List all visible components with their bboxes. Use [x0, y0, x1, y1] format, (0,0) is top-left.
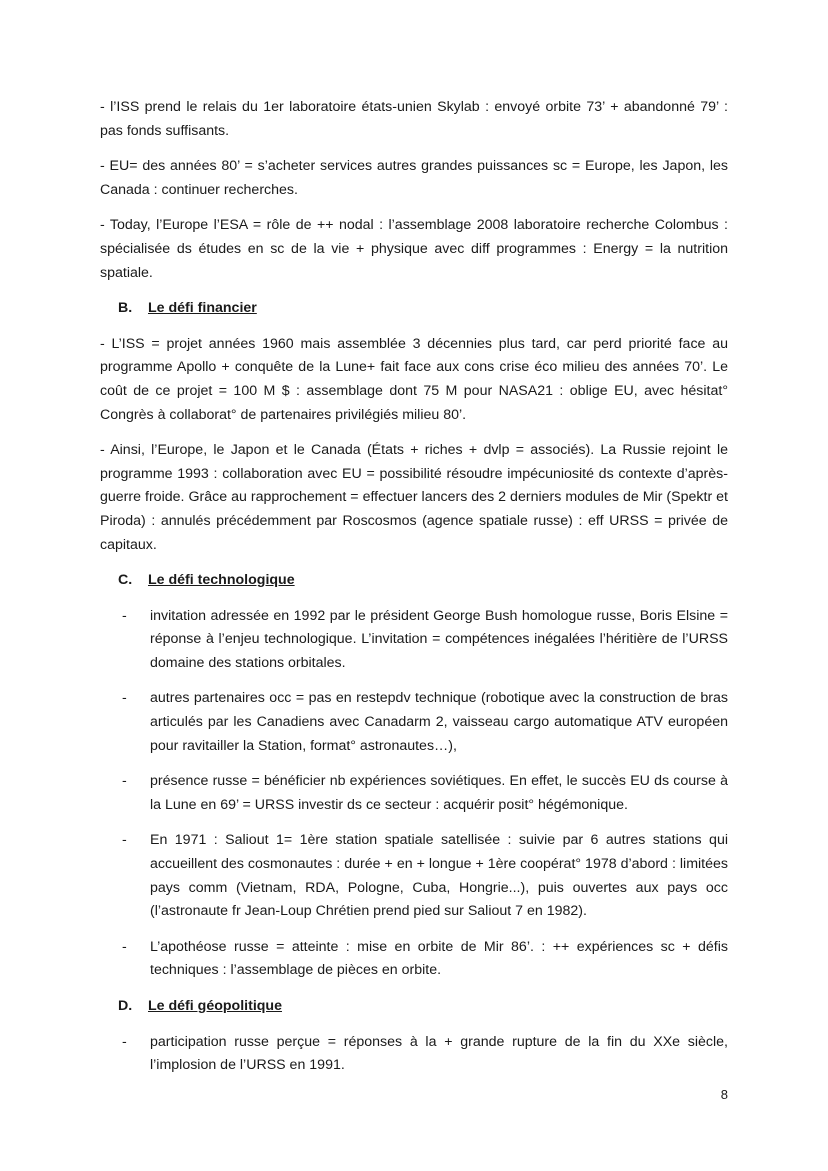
list-item-text: autres partenaires occ = pas en restepdv technique (robotique avec la construction de bras articulés par les Canadiens avec Canadarm 2, vaisseau cargo automatique ATV européen pour ravitailler la Station, format° astronautes…), — [150, 690, 728, 754]
list-item — [100, 829, 728, 923]
section-d-heading — [100, 995, 728, 1019]
intro-paragraph-skylab: - l’ISS prend le relais du 1er laboratoire états-unien Skylab : envoyé orbite 73’ + abandonné 79’ : pas fonds suffisants. — [100, 99, 728, 139]
list-item-text: participation russe perçue = réponses à la + grande rupture de la fin du XXe siècle, l’implosion de l’URSS en 1991. — [150, 1033, 728, 1074]
section-c-heading — [100, 569, 728, 593]
bullet-marker: - — [122, 773, 127, 790]
section-b-paragraph-1: - L’ISS = projet années 1960 mais assemblée 3 décennies plus tard, car perd priorité face au programme Apollo + conquête de la Lune+ fait face aux cons crise éco milieu des années 70’. Le coût de ce projet = 100 M $ : assemblage dont 75 M pour NASA21 : oblige EU, avec hésitat° Congrès à collaborat° de partenaires privilégiés milieu 80’. — [100, 335, 728, 423]
list-item — [100, 605, 728, 676]
intro-paragraph-esa: - Today, l’Europe l’ESA = rôle de ++ nodal : l’assemblage 2008 laboratoire recherche Colombus : spécialisée ds études en sc de la vie + physique avec diff programmes : Energy = la nutrition spatiale. — [100, 217, 728, 281]
section-d-bullet-list — [100, 1031, 728, 1078]
section-d-letter: D. — [118, 998, 133, 1014]
section-b-heading — [100, 297, 728, 321]
bullet-marker: - — [122, 1033, 127, 1050]
list-item-text: En 1971 : Saliout 1= 1ère station spatiale satellisée : suivie par 6 autres stations qui accueillent des cosmonautes : durée + en + longue + 1ère coopérat° 1978 d’abord : limitées pays comm (Vietnam, RDA, Pologne, Cuba, Hongrie...), puis ouvertes aux pays occ (l’astronaute fr Jean-Loup Chrétien prend pied sur Saliout 7 en 1982). — [150, 832, 728, 920]
bullet-marker: - — [122, 832, 127, 849]
bullet-marker: - — [122, 690, 127, 707]
section-b-paragraph-2: - Ainsi, l’Europe, le Japon et le Canada (États + riches + dvlp = associés). La Russie rejoint le programme 1993 : collaboration avec EU = possibilité résoudre impécuniosité ds contexte d’après-guerre froide. Grâce au rapprochement = effectuer lancers des 2 derniers modules de Mir (Spektr et Piroda) : annulés précédemment par Roscosmos (agence spatiale russe) : eff URSS = privée de capitaux. — [100, 442, 728, 553]
list-item — [100, 936, 728, 983]
list-item — [100, 770, 728, 817]
list-item-text: L’apothéose russe = atteinte : mise en orbite de Mir 86’. : ++ expériences sc + défis techniques : l’assemblage de pièces en orbite. — [150, 938, 728, 979]
list-item-text: présence russe = bénéficier nb expériences soviétiques. En effet, le succès EU ds course à la Lune en 69’ = URSS investir ds ce secteur : acquérir posit° hégémonique. — [150, 773, 728, 813]
section-d-title: Le défi géopolitique — [148, 998, 282, 1014]
list-item — [100, 1031, 728, 1078]
section-c-letter: C. — [118, 572, 133, 589]
page-content — [100, 96, 728, 1090]
bullet-marker: - — [122, 607, 127, 624]
page-number: 8 — [720, 1087, 728, 1102]
bullet-marker: - — [122, 938, 127, 955]
list-item-text: invitation adressée en 1992 par le président George Bush homologue russe, Boris Elsine = réponse à l’enjeu technologique. L’invitation = compétences inégalées l’héritière de l’URSS domaine des stations orbitales. — [150, 607, 728, 671]
section-b-title: Le défi financier — [148, 300, 257, 317]
list-item — [100, 687, 728, 758]
section-c-title: Le défi technologique — [148, 572, 295, 589]
section-c-bullet-list — [100, 605, 728, 983]
section-b-letter: B. — [118, 300, 133, 317]
intro-paragraph-eu-80s: - EU= des années 80’ = s’acheter services autres grandes puissances sc = Europe, les Japon, les Canada : continuer recherches. — [100, 158, 728, 198]
